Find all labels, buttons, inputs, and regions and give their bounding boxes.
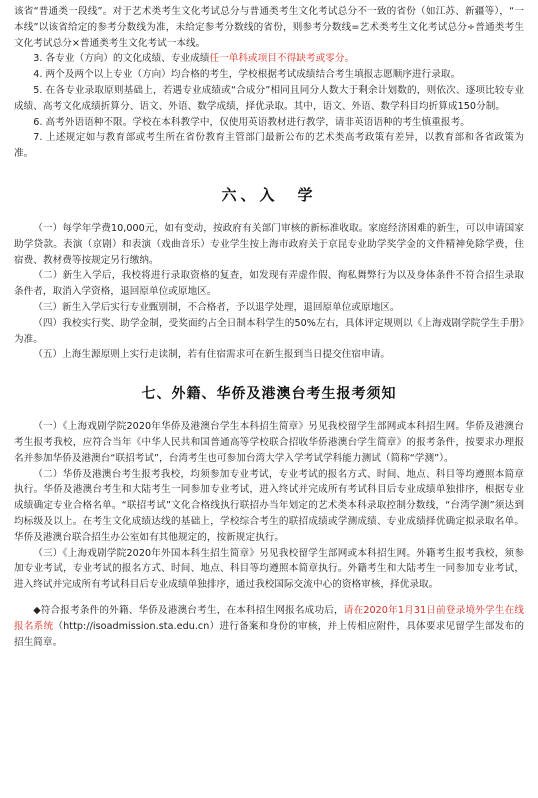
rule-7: 7. 上述规定如与教育部或考生所在省份教育主管部门最新公布的艺术类高考政策有差异，以教育部和各省政策为准。 (14, 132, 524, 160)
rule-3 (14, 51, 524, 67)
diamond-bullet-icon: ◆ (33, 604, 41, 616)
intl-item-2: （二）华侨及港澳台考生报考我校，均须参加专业考试，专业考试的报名方式、时间、地点、科目等均遵照本简章执行。华侨及港澳台考生和大陆考生一同参加专业考试，进入终试并完成所有考试科目后专业成绩单独排序，根据专业成绩确定专业合格名单。“联招考试”文化合格线执行联招办当年划定的艺术类本科录取控制分数线，“台湾学测”须达到均标级及以上。在考生文化成绩达线的基础上，学校综合考生的联招成绩或学测成绩、专业成绩择优确定拟录取名单。华侨及港澳台联合招生办公室如有其他规定的，按新规定执行。 (14, 468, 524, 543)
enrollment-item-3: （三）新生入学后实行专业甄别制，不合格者，予以退学处理，退回原单位或原地区。 (33, 301, 400, 313)
section-7-heading: 七、外籍、华侨及港澳台考生报考须知 (141, 386, 397, 403)
registration-notice-url-text: （http://isoadmission.sta.edu.cn）进行备案和身份的审核，并上传相应附件，具体要求见留学生部发布的招生简章。 (14, 620, 524, 648)
rule-5: 5. 在各专业录取原则基础上，若遇专业成绩或“合成分”相同且同分人数大于剩余计划数的，则依次、逐项比较专业成绩、高考文化成绩折算分、语文、外语、数学成绩，择优录取。其中，语文、外语、数学科目均折算成150分制。 (14, 84, 524, 112)
rule-3-text: 3. 各专业（方向）的文化成绩、专业成绩 (33, 53, 210, 65)
intl-item-1: （一）《上海戏剧学院2020年华侨及港澳台学生本科招生简章》另见我校留学生部网或本科招生网。华侨及港澳台考生报考我校，应符合当年《中华人民共和国普通高等学校联合招收华侨港澳台学生简章》的报考条件，按要求办理报名并参加华侨及港澳台“联招考试”，台湾考生也可参加台湾大学入学考试学科能力测试（简称“学测”）。 (14, 421, 524, 464)
enrollment-item-1: （一）每学年学费10,000元，如有变动，按政府有关部门审核的新标准收取。家庭经济困难的新生，可以申请国家助学贷款。表演（京剧）和表演（戏曲音乐）专业学生按上海市政府关于京昆专业助学奖学金的文件精神免除学费，住宿费、教材费等按规定另行缴纳。 (14, 222, 524, 266)
enrollment-item-4: （四）我校实行奖、助学金制，受奖面约占全日制本科学生的50%左右，具体评定规则以《上海戏剧学院学生手册》为准。 (14, 317, 524, 345)
registration-notice (14, 603, 524, 650)
rule-4: 4. 两个及两个以上专业（方向）均合格的考生，学校根据考试成绩结合考生填报志愿顺序进行录取。 (33, 69, 461, 81)
paragraph-segment-line-rule: 该省“普通类一段线”。对于艺术类考生文化考试总分与普通类考生文化考试总分不一致的省份（如江苏、新疆等），“一本线”以该省给定的参考分数线为准，未给定参考分数线的省份，则参考分数线=艺术类考生文化考试总分÷普通类考生文化考试总分×普通类考生文化考试一本线。 (14, 6, 524, 49)
rule-6: 6. 高考外语语种不限。学校在本科教学中，仅使用英语教材进行教学，请非英语语种的考生慎重报考。 (33, 116, 470, 128)
intl-item-3: （三）《上海戏剧学院2020年外国本科生招生简章》另见我校留学生部网或本科招生网。外籍考生报考我校，须参加专业考试，专业考试的报名方式、时间、地点、科目等均遵照本简章执行。外籍考生和大陆考生一同参加专业考试，进入终试并完成所有考试科目后专业成绩单独排序，通过我校国际交流中心的资格审核，择优录取。 (14, 547, 524, 591)
rule-3-highlight: 任一单科或项目不得缺考或零分。 (209, 53, 355, 65)
enrollment-item-2: （二）新生入学后，我校将进行录取资格的复查，如发现有弄虚作假、徇私舞弊行为以及身体条件不符合招生录取条件者，取消入学资格，退回原单位或原地区。 (14, 270, 524, 298)
section-6-heading: 六、入 学 (221, 185, 317, 204)
registration-notice-text: 符合报考条件的外籍、华侨及港澳台考生，在本科招生网报名成功后， (40, 604, 344, 616)
enrollment-item-5: （五）上海生源原则上实行走读制，若有住宿需求可在新生报到当日提交住宿申请。 (33, 349, 391, 361)
registration-deadline-highlight: 请在2020年1月31日前登录境外学生在线报名系统 (14, 604, 524, 632)
